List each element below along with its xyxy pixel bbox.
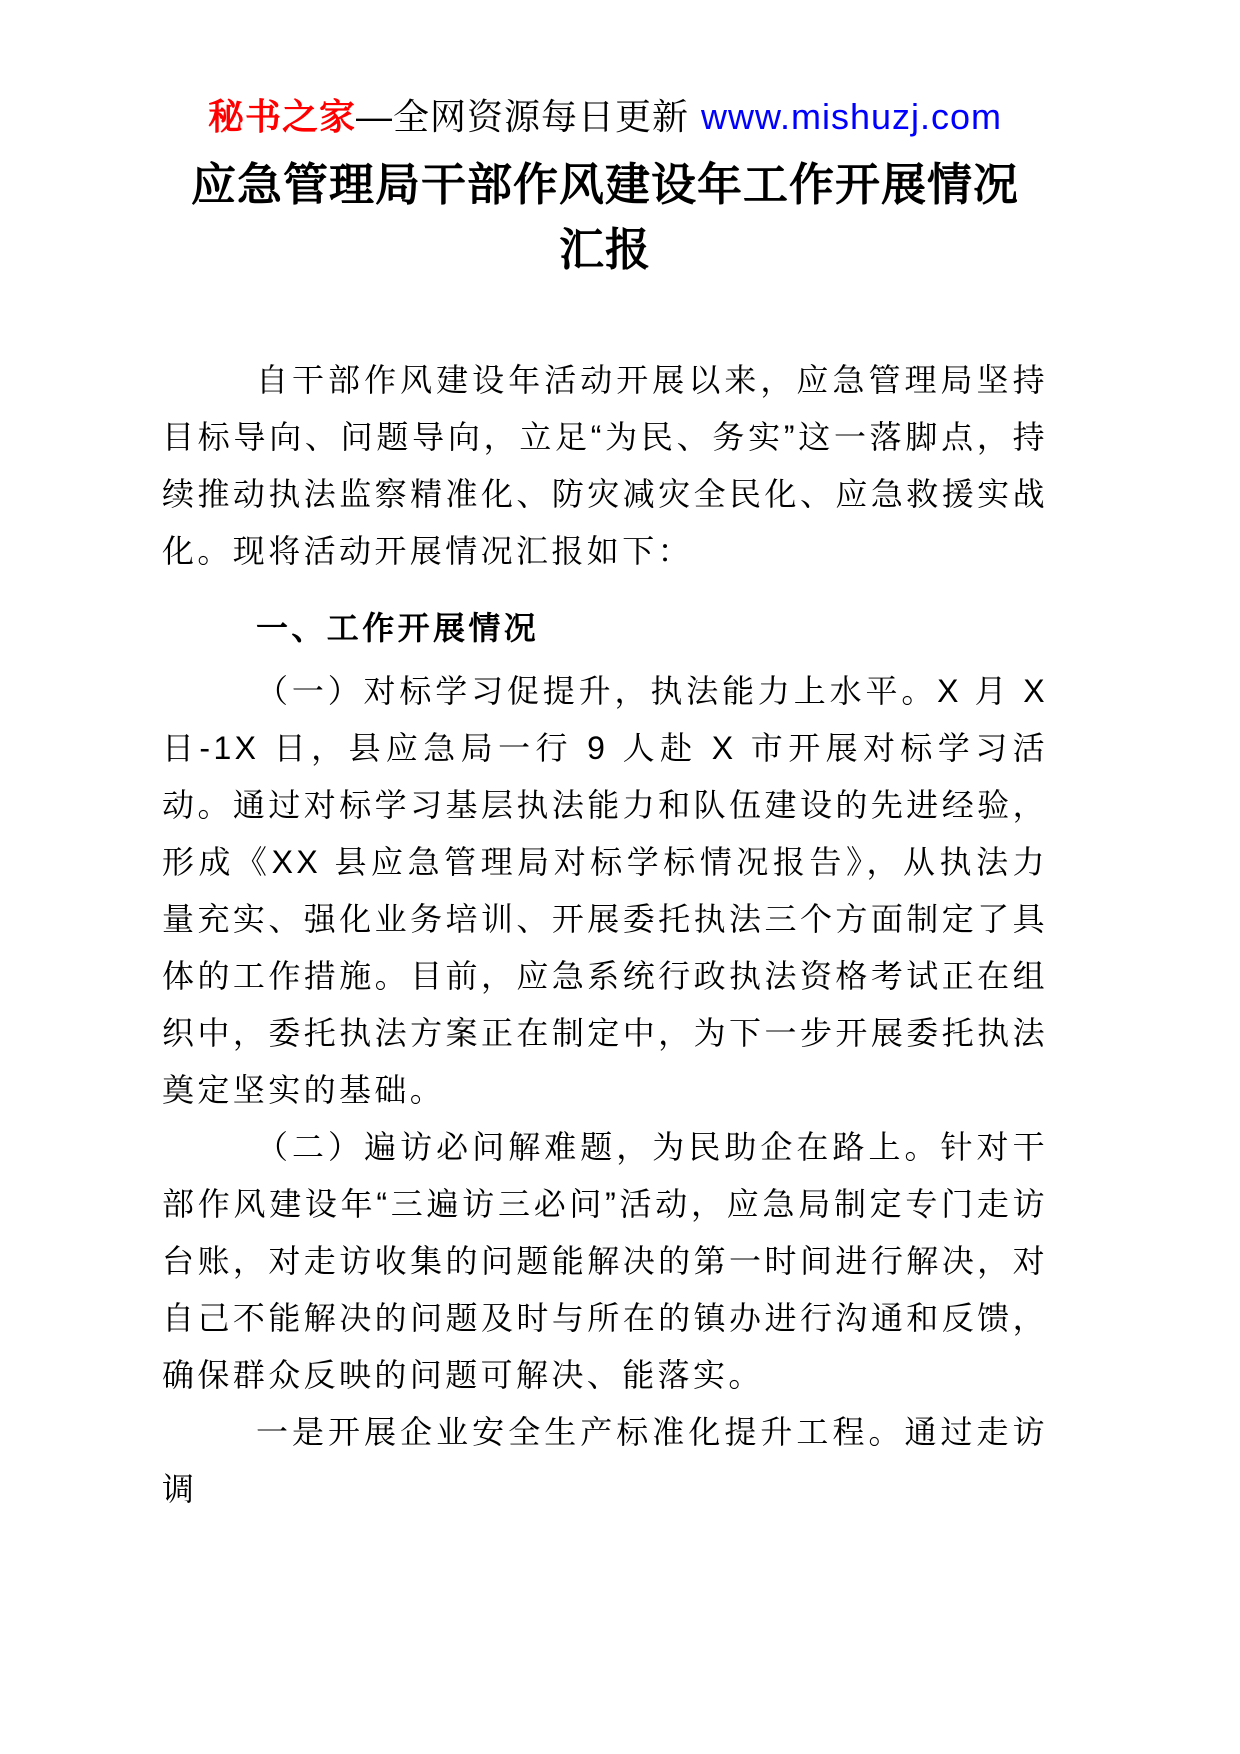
paragraph-standardization-project: 一是开展企业安全生产标准化提升工程。通过走访调 [162, 1414, 1048, 1507]
site-name: 秘书之家 [207, 96, 356, 137]
header-url-link[interactable]: www.mishuzj.com [700, 96, 1003, 137]
paragraph-item-2-visits: （二）遍访必问解难题，为民助企在路上。针对干部作风建设年“三遍访三必问”活动，应急局制定专门走访台账，对走访收集的问题能解决的第一时间进行解决，对自己不能解决的问题及时与所在的镇办进行沟通和反馈，确保群众反映的问题可解决、能落实。 [162, 1129, 1048, 1393]
title-line-1: 应急管理局干部作风建设年工作开展情况 [190, 159, 1019, 210]
header-dash: — [355, 96, 393, 137]
header-tagline: 全网资源每日更新 [392, 96, 689, 137]
document-title [162, 152, 1048, 282]
section-heading-work-progress: 一、工作开展情况 [256, 610, 540, 646]
title-line-2: 汇报 [558, 224, 651, 275]
paragraph-item-1-benchmark-learning: （一）对标学习促提升，执法能力上水平。X 月 X 日-1X 日，县应急局一行 9 人赴 X 市开展对标学习活动。通过对标学习基层执法能力和队伍建设的先进经验，形成《XX 县应急管理局对标学标情况报告》，从执法力量充实、强化业务培训、开展委托执法三个方面制定了具体的工作措施。目前，应急系统行政执法资格考试正在组织中，委托执法方案正在制定中，为下一步开展委托执法奠定坚实的基础。 [162, 673, 1048, 1108]
site-header [162, 0, 1048, 140]
document-body [162, 352, 1048, 1518]
paragraph-intro: 自干部作风建设年活动开展以来，应急管理局坚持目标导向、问题导向，立足“为民、务实”这一落脚点，持续推动执法监察精准化、防灾减灾全民化、应急救援实战化。现将活动开展情况汇报如下： [162, 362, 1048, 569]
